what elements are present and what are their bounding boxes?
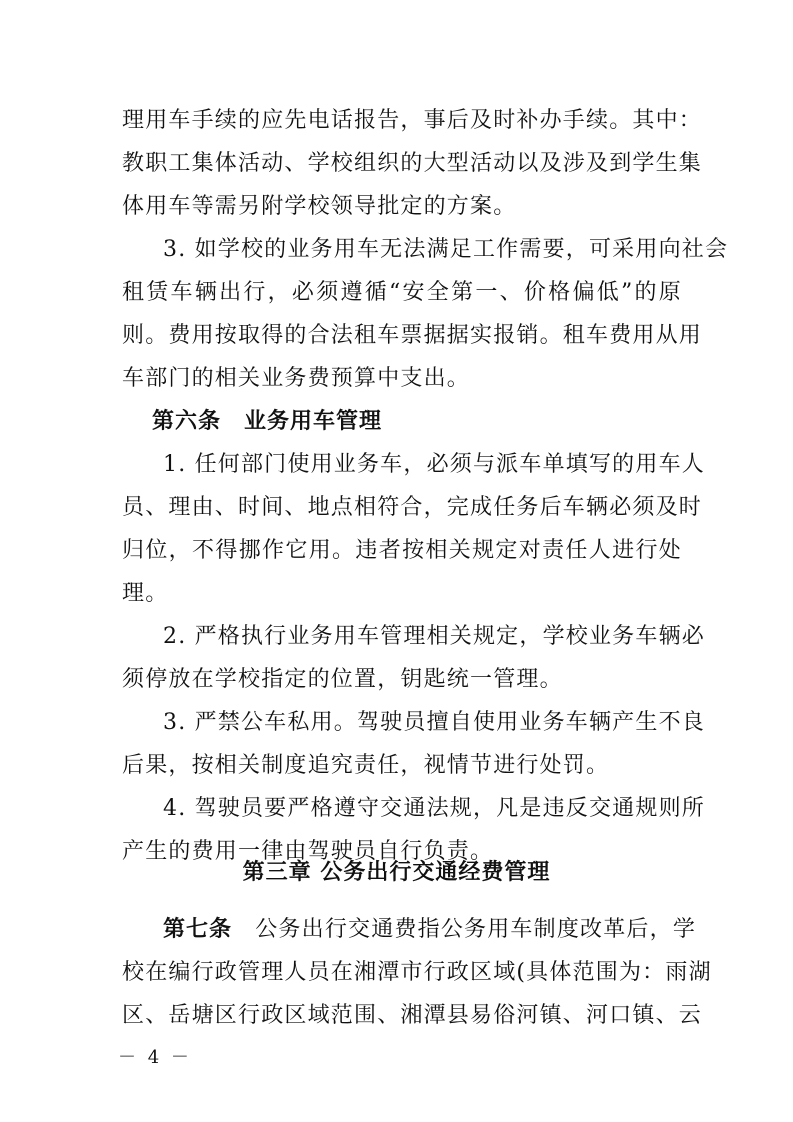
- paragraph-line: 1. 任何部门使用业务车，必须与派车单填写的用车人: [163, 452, 705, 477]
- article-heading: 第七条: [163, 917, 233, 942]
- paragraph-line: 须停放在学校指定的位置，钥匙统一管理。: [122, 667, 563, 692]
- paragraph-line: 理。: [122, 581, 169, 606]
- paragraph-line: 则。费用按取得的合法租车票据据实报销。租车费用从用: [122, 323, 703, 348]
- paragraph-line: 车部门的相关业务费预算中支出。: [122, 366, 471, 391]
- paragraph-line: 产生的费用一律由驾驶员自行负责。: [122, 839, 494, 864]
- paragraph-line: 区、岳塘区行政区域范围、湘潭县易俗河镇、河口镇、云: [122, 1003, 703, 1028]
- paragraph-line: 归位，不得挪作它用。违者按相关规定对责任人进行处: [122, 538, 682, 563]
- paragraph-line: 3. 严禁公车私用。驾驶员擅自使用业务车辆产生不良: [163, 710, 705, 735]
- paragraph-line: 理用车手续的应先电话报告，事后及时补办手续。其中：: [122, 108, 703, 133]
- paragraph-line: 体用车等需另附学校领导批定的方案。: [122, 194, 517, 219]
- paragraph-line: 校在编行政管理人员在湘潭市行政区域(具体范围为：雨湖: [122, 960, 712, 985]
- article-heading: 第六条 业务用车管理: [152, 409, 383, 434]
- paragraph-line: 员、理由、时间、地点相符合，完成任务后车辆必须及时: [122, 495, 703, 520]
- paragraph-line: 4. 驾驶员要严格遵守交通法规，凡是违反交通规则所: [163, 796, 705, 821]
- paragraph-text: 公务出行交通费指公务用车制度改革后，学: [232, 917, 697, 942]
- chapter-heading: 第三章 公务出行交通经费管理: [242, 860, 551, 885]
- paragraph-line: 3. 如学校的业务用车无法满足工作需要，可采用向社会: [163, 237, 729, 262]
- paragraph-line: 2. 严格执行业务用车管理相关规定，学校业务车辆必: [163, 624, 705, 649]
- article-seven-line: [163, 915, 697, 945]
- paragraph-line: 后果，按相关制度追究责任，视情节进行处罚。: [122, 753, 610, 778]
- paragraph-line: 教职工集体活动、学校组织的大型活动以及涉及到学生集: [122, 151, 703, 176]
- paragraph-line: 租赁车辆出行，必须遵循“安全第一、价格偏低”的原: [122, 280, 682, 305]
- page-number: － 4 －: [118, 1047, 192, 1068]
